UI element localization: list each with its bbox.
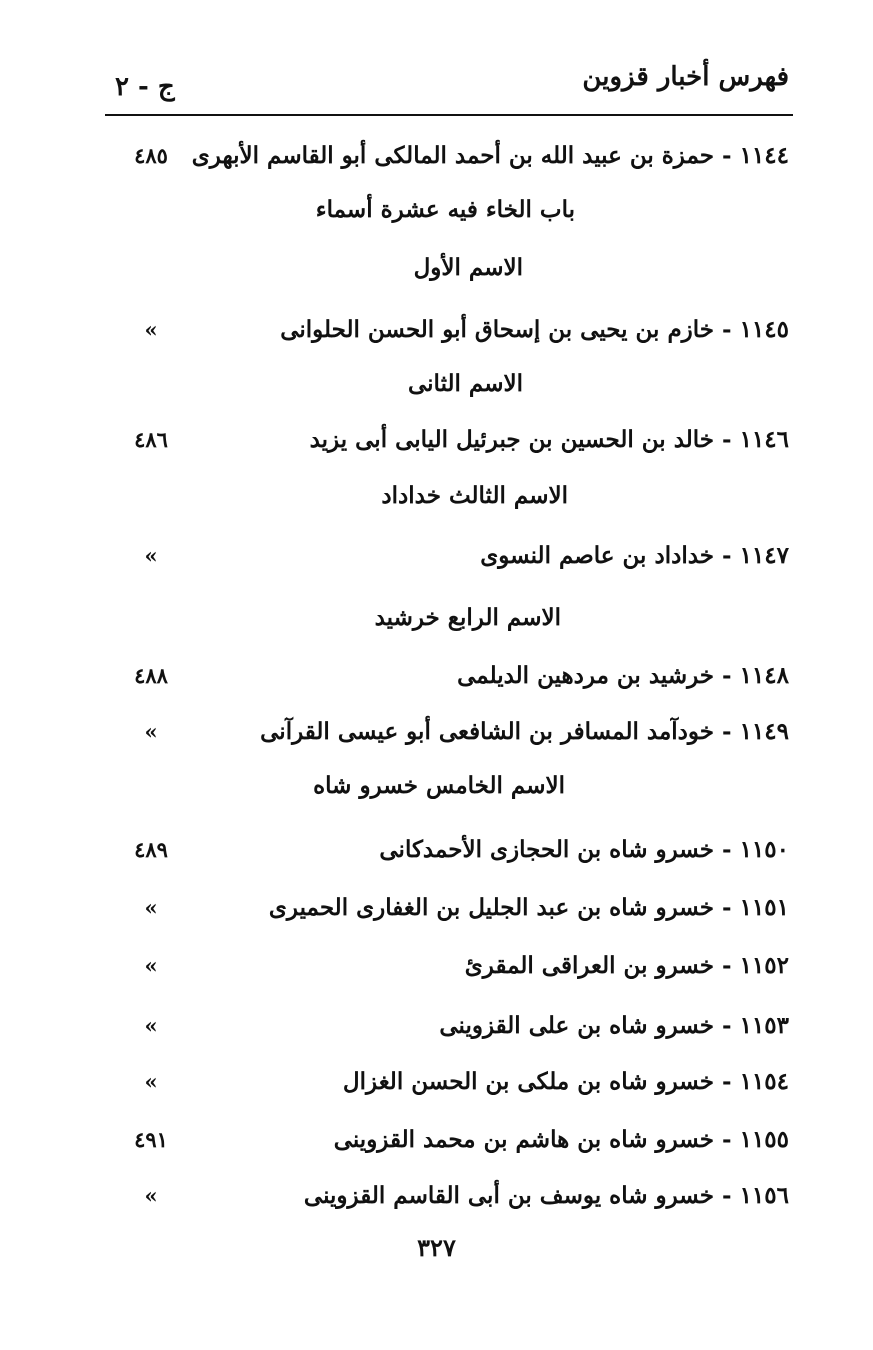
index-entry <box>0 1176 873 1216</box>
entry-text: ١١٤٦ - خالد بن الحسين بن جبرئيل اليابى أبى يزيد <box>309 426 789 453</box>
header-divider <box>105 114 793 116</box>
entry-text: ١١٤٧ - خداداد بن عاصم النسوى <box>480 542 789 569</box>
page-number: ٣٢٧ <box>417 1233 456 1262</box>
entry-page: » <box>144 1069 158 1094</box>
index-entry <box>0 310 873 350</box>
index-entry <box>0 1062 873 1102</box>
section-heading: الاسم الرابع خرشيد <box>374 604 561 631</box>
entry-page: » <box>144 1013 158 1038</box>
entry-text: ١١٥٠ - خسرو شاه بن الحجازى الأحمدكانى <box>379 836 789 863</box>
entry-page: ٤٨٩ <box>134 837 168 862</box>
index-entry <box>0 536 873 576</box>
entry-text: ١١٤٩ - خودآمد المسافر بن الشافعى أبو عيسى القرآنى <box>260 718 789 745</box>
index-entry <box>0 946 873 986</box>
entry-page: ٤٩١ <box>134 1127 168 1152</box>
section-heading: الاسم الأول <box>413 254 523 281</box>
entry-page: » <box>144 953 158 978</box>
entry-text: ١١٥٥ - خسرو شاه بن هاشم بن محمد القزوينى <box>333 1126 789 1153</box>
entry-text: ١١٥٢ - خسرو بن العراقى المقرئ <box>464 952 789 979</box>
entry-text: ١١٤٨ - خرشيد بن مردهين الديلمى <box>457 662 789 689</box>
entry-page: » <box>144 895 158 920</box>
entry-page: » <box>144 543 158 568</box>
entry-text: ١١٥١ - خسرو شاه بن عبد الجليل بن الغفارى الحميرى <box>268 894 789 921</box>
entry-text: ١١٥٤ - خسرو شاه بن ملكى بن الحسن الغزال <box>342 1068 789 1095</box>
section-heading: باب الخاء فيه عشرة أسماء <box>315 196 575 223</box>
entry-page: ٤٨٦ <box>134 427 168 452</box>
index-entry <box>0 420 873 460</box>
section-heading: الاسم الثانى <box>407 370 523 397</box>
entry-text: ١١٤٤ - حمزة بن عبيد الله بن أحمد المالكى أبو القاسم الأبهرى <box>191 142 789 169</box>
section-heading: الاسم الخامس خسرو شاه <box>313 772 565 799</box>
index-entry <box>0 712 873 752</box>
index-entry <box>0 888 873 928</box>
index-entry <box>0 1006 873 1046</box>
index-entry <box>0 830 873 870</box>
entry-page: » <box>144 1183 158 1208</box>
entry-text: ١١٥٣ - خسرو شاه بن على القزوينى <box>439 1012 789 1039</box>
entry-page: » <box>144 719 158 744</box>
entry-page: ٤٨٥ <box>134 143 168 168</box>
entry-page: ٤٨٨ <box>134 663 168 688</box>
entry-text: ١١٥٦ - خسرو شاه يوسف بن أبى القاسم القزوينى <box>303 1182 789 1209</box>
book-title: فهرس أخبار قزوين <box>582 62 789 92</box>
section-heading: الاسم الثالث خداداد <box>381 482 568 509</box>
running-header <box>105 62 789 114</box>
entry-text: ١١٤٥ - خازم بن يحيى بن إسحاق أبو الحسن الحلوانى <box>280 316 789 343</box>
index-entry <box>0 656 873 696</box>
index-entry <box>0 1120 873 1160</box>
entry-page: » <box>144 317 158 342</box>
volume-label: ج - ٢ <box>115 72 175 102</box>
index-entry <box>0 136 873 176</box>
